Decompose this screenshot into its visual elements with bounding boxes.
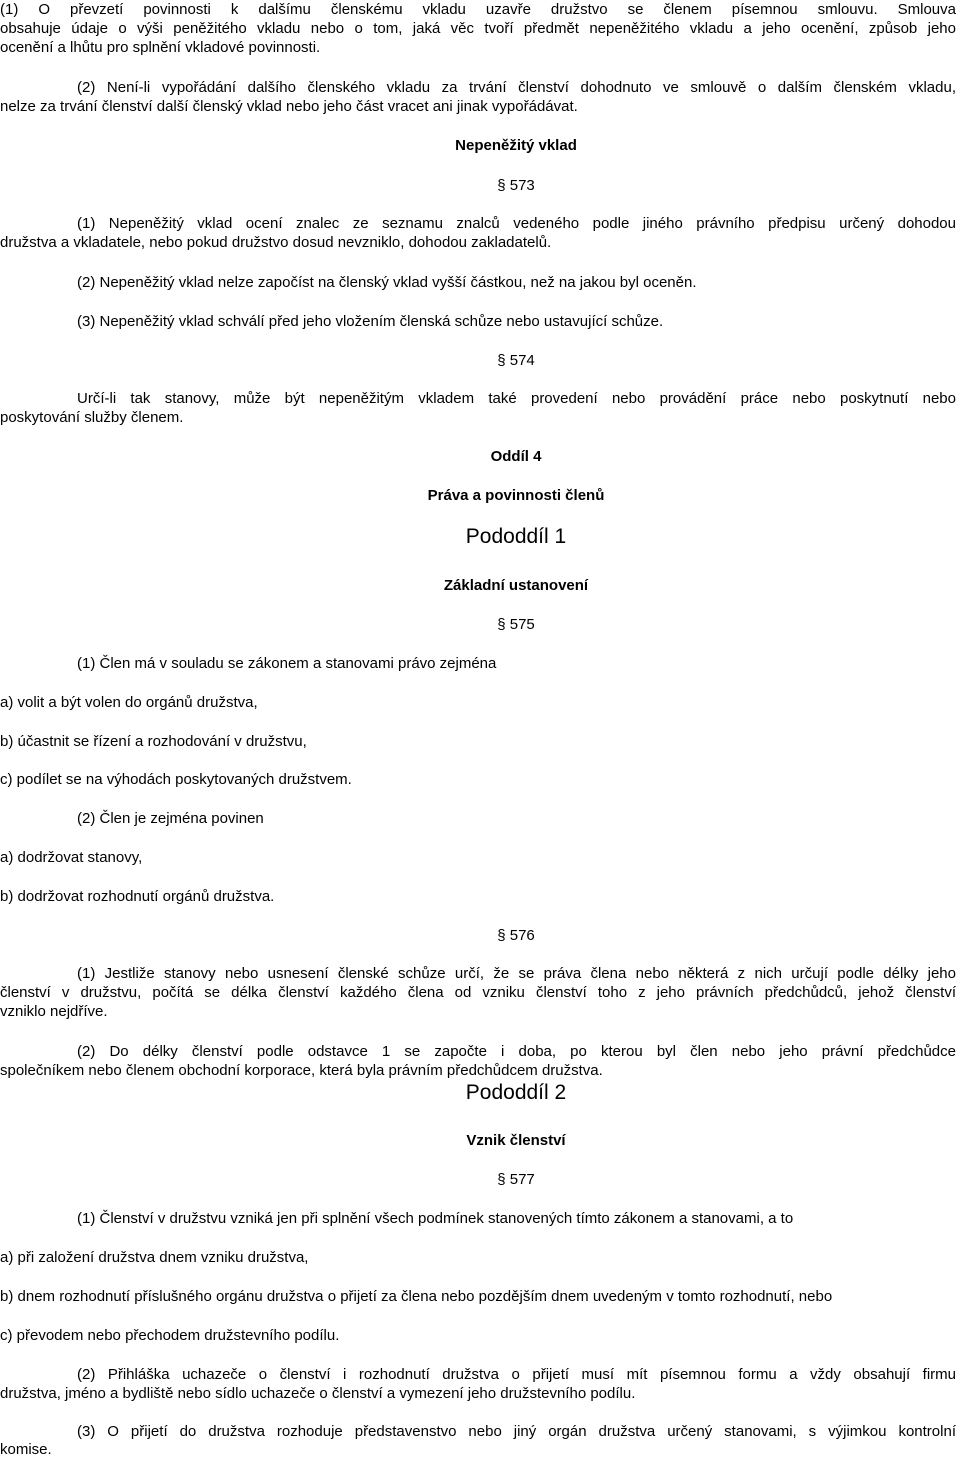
list-item: c) podílet se na výhodách poskytovaných družstvem. [0, 771, 352, 788]
paragraph-line: (1) O převzetí povinnosti k dalšímu členskému vkladu uzavře družstvo se členem písemnou smlouvu. Smlouva [0, 1, 956, 18]
list-item: a) při založení družstva dnem vzniku družstva, [0, 1249, 309, 1266]
paragraph-line: členství v družstvu, počítá se délka členství každého člena od vzniku členství toho z jeho právních předchůdců, jehož členství [0, 984, 956, 1001]
paragraph-line: vzniklo nejdříve. [0, 1003, 108, 1020]
paragraph-line: (2) Nepeněžitý vklad nelze započíst na členský vklad vyšší částkou, než na jakou byl oceněn. [77, 274, 697, 291]
section-number: § 576 [497, 927, 535, 944]
list-item: a) volit a být volen do orgánů družstva, [0, 694, 258, 711]
paragraph-line: družstva, jméno a bydliště nebo sídlo uchazeče o členství a vymezení jeho družstevního podílu. [0, 1385, 636, 1402]
list-item: c) převodem nebo přechodem družstevního podílu. [0, 1327, 340, 1344]
subpart-title: Základní ustanovení [443, 577, 589, 594]
list-item: b) dnem rozhodnutí příslušného orgánu družstva o přijetí za člena nebo pozdějším dnem uvedeným v tomto rozhodnutí, nebo [0, 1288, 833, 1305]
paragraph-line: (3) O přijetí do družstva rozhoduje představenstvo nebo jiný orgán družstva určený stanovami, s výjimkou kontrolní [77, 1423, 956, 1440]
paragraph-line: družstva a vkladatele, nebo pokud družstvo dosud nevzniklo, dohodou zakladatelů. [0, 234, 552, 251]
paragraph-line: (2) Do délky členství podle odstavce 1 se započte i doba, po kterou byl člen nebo jeho právní předchůdce [77, 1043, 956, 1060]
subpart-label: Pododdíl 2 [465, 1081, 567, 1104]
paragraph-line: poskytování služby členem. [0, 409, 184, 426]
part-title: Práva a povinnosti členů [427, 487, 605, 504]
section-number: § 573 [497, 177, 535, 194]
section-heading: Nepeněžitý vklad [455, 137, 577, 154]
section-number: § 577 [497, 1171, 535, 1188]
paragraph-line: (2) Přihláška uchazeče o členství i rozhodnutí družstva o přijetí musí mít písemnou formu a vždy obsahují firmu [77, 1366, 956, 1383]
paragraph-line: (3) Nepeněžitý vklad schválí před jeho vložením členská schůze nebo ustavující schůze. [77, 313, 664, 330]
section-number: § 574 [497, 352, 535, 369]
paragraph-line: (2) Člen je zejména povinen [77, 810, 264, 827]
paragraph-line: nelze za trvání členství další členský vklad nebo jeho část vracet ani jinak vypořádávat. [0, 98, 578, 115]
subpart-title: Vznik členství [466, 1132, 566, 1149]
paragraph-line: ocenění a lhůtu pro splnění vkladové povinnosti. [0, 39, 321, 56]
paragraph-line: (2) Není-li vypořádání dalšího členského vkladu za trvání členství dohodnuto ve smlouvě o dalším členském vkladu, [77, 79, 956, 96]
paragraph-line: Určí-li tak stanovy, může být nepeněžitým vkladem také provedení nebo provádění práce nebo poskytnutí nebo [77, 390, 956, 407]
paragraph-line: (1) Jestliže stanovy nebo usnesení členské schůze určí, že se práva člena nebo některá z nich určují podle délky jeho [77, 965, 956, 982]
paragraph-line: (1) Člen má v souladu se zákonem a stanovami právo zejména [77, 655, 497, 672]
list-item: a) dodržovat stanovy, [0, 849, 143, 866]
paragraph-line: (1) Členství v družstvu vzniká jen při splnění všech podmínek stanovených tímto zákonem a stanovami, a to [77, 1210, 794, 1227]
subpart-label: Pododdíl 1 [465, 525, 567, 548]
part-label: Oddíl 4 [490, 448, 542, 465]
paragraph-line: obsahuje údaje o výši peněžitého vkladu nebo o tom, jaká věc tvoří předmět nepeněžitého vkladu a jeho ocenění, způsob jeho [0, 20, 956, 37]
paragraph-line: komise. [0, 1441, 52, 1458]
list-item: b) účastnit se řízení a rozhodování v družstvu, [0, 733, 307, 750]
section-number: § 575 [497, 616, 535, 633]
list-item: b) dodržovat rozhodnutí orgánů družstva. [0, 888, 275, 905]
paragraph-line: (1) Nepeněžitý vklad ocení znalec ze seznamu znalců vedeného podle jiného právního předpisu určený dohodou [77, 215, 956, 232]
paragraph-line: společníkem nebo členem obchodní korporace, která byla právním předchůdcem družstva. [0, 1062, 603, 1079]
